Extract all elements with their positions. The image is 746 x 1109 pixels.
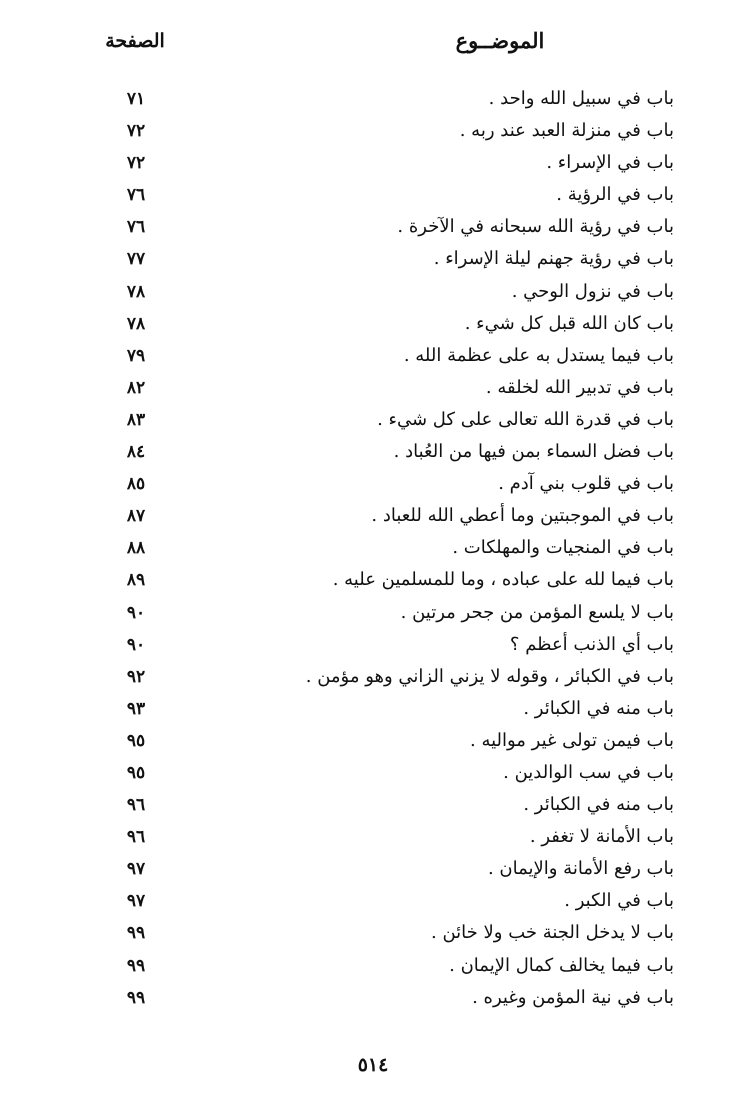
toc-entry-26 [0, 918, 746, 950]
toc-entry-page: ٨٢ [126, 377, 146, 398]
toc-entry-8 [0, 341, 746, 373]
toc-entry-title: باب فيمن تولى غير مواليه . [470, 729, 674, 751]
toc-entry-page: ٩٣ [126, 698, 146, 719]
toc-entry-6 [0, 277, 746, 309]
toc-entry-page: ٩٠ [126, 634, 146, 655]
toc-entry-14 [0, 533, 746, 565]
toc-entry-11 [0, 437, 746, 469]
toc-entry-title: باب أي الذنب أعظم ؟ [509, 633, 674, 655]
toc-entry-title: باب كان الله قبل كل شيء . [464, 312, 674, 334]
toc-entry-page: ٨٥ [126, 474, 146, 495]
toc-entry-21 [0, 758, 746, 790]
toc-entry-17 [0, 630, 746, 662]
toc-entry-title: باب فيما يستدل به على عظمة الله . [403, 344, 674, 366]
toc-entry-page: ٩٩ [126, 955, 146, 976]
toc-entry-page: ٩٥ [126, 730, 146, 751]
toc-entry-title: باب في نزول الوحي . [511, 280, 674, 302]
toc-entry-title: باب في سبيل الله واحد . [488, 88, 674, 109]
topic-column-heading: الموضــوع [455, 28, 545, 53]
toc-entry-1 [0, 116, 746, 148]
toc-entry-5 [0, 244, 746, 276]
toc-entry-15 [0, 565, 746, 597]
toc-entry-title: باب الأمانة لا تغفر . [529, 826, 674, 848]
toc-entry-page: ٩٠ [126, 602, 146, 623]
toc-entry-title: باب رفع الأمانة والإيمان . [487, 858, 674, 880]
toc-entry-9 [0, 373, 746, 405]
toc-entry-page: ٧٨ [126, 313, 146, 334]
toc-entry-page: ٧١ [126, 89, 146, 109]
toc-entry-2 [0, 148, 746, 180]
toc-entry-page: ٧٢ [126, 153, 146, 174]
toc-entry-title: باب لا يلسع المؤمن من جحر مرتين . [400, 601, 674, 623]
toc-entry-page: ٧٧ [126, 249, 146, 270]
toc-entry-20 [0, 726, 746, 758]
toc-entry-page: ٩٦ [126, 795, 146, 816]
toc-entry-3 [0, 180, 746, 212]
toc-entry-23 [0, 822, 746, 854]
toc-entry-page: ٩٧ [126, 859, 146, 880]
toc-entry-page: ٧٢ [126, 121, 146, 142]
toc-entry-page: ٧٨ [126, 281, 146, 302]
toc-entry-page: ٧٦ [126, 185, 146, 206]
toc-entry-page: ٨٨ [126, 538, 146, 559]
toc-entry-18 [0, 662, 746, 694]
toc-entry-13 [0, 501, 746, 533]
toc-entry-title: باب في الإسراء . [546, 152, 674, 174]
toc-entry-title: باب في تدبير الله لخلقه . [485, 376, 674, 398]
toc-entry-12 [0, 469, 746, 501]
toc-entry-title: باب في منزلة العبد عند ربه . [459, 120, 674, 142]
toc-entry-title: باب في رؤية جهنم ليلة الإسراء . [433, 248, 674, 270]
toc-entry-page: ٧٩ [126, 345, 146, 366]
toc-entry-page: ٩٧ [126, 891, 146, 912]
toc-entry-page: ٩٦ [126, 827, 146, 848]
toc-entry-16 [0, 598, 746, 630]
toc-entry-page: ٨٩ [126, 570, 146, 591]
toc-entry-title: باب منه في الكبائر . [523, 794, 674, 816]
toc-entry-title: باب في الكبر . [564, 890, 674, 912]
toc-entry-title: باب في قدرة الله تعالى على كل شيء . [377, 408, 674, 430]
toc-entry-page: ٩٥ [126, 762, 146, 783]
toc-entry-title: باب فيما يخالف كمال الإيمان . [449, 954, 674, 976]
toc-entry-page: ٩٩ [126, 987, 146, 1008]
toc-entry-25 [0, 886, 746, 918]
toc-entry-title: باب في رؤية الله سبحانه في الآخرة . [397, 216, 674, 238]
toc-entry-10 [0, 405, 746, 437]
toc-entry-title: باب في الموجبتين وما أعطي الله للعباد . [371, 505, 674, 527]
toc-entry-page: ٧٦ [126, 217, 146, 238]
toc-entry-title: باب في الرؤية . [556, 184, 674, 206]
toc-entry-title: باب في قلوب بني آدم . [498, 473, 674, 495]
toc-entry-27 [0, 951, 746, 983]
toc-entry-19 [0, 694, 746, 726]
toc-entry-title: باب فيما لله على عباده ، وما للمسلمين عليه . [332, 569, 674, 591]
page-column-heading: الصفحة [105, 30, 165, 52]
toc-entry-page: ٨٤ [126, 442, 146, 463]
toc-entry-title: باب في سب الوالدين . [503, 761, 674, 783]
toc-entry-title: باب في الكبائر ، وقوله لا يزني الزاني وهو مؤمن . [305, 665, 674, 687]
toc-entry-title: باب في المنجيات والمهلكات . [452, 537, 674, 559]
toc-entry-22 [0, 790, 746, 822]
toc-entry-28 [0, 983, 746, 1015]
toc-entry-page: ٩٩ [126, 923, 146, 944]
toc-entry-4 [0, 212, 746, 244]
table-of-contents [0, 84, 746, 1015]
toc-entry-7 [0, 309, 746, 341]
toc-entry-title: باب في نية المؤمن وغيره . [472, 986, 674, 1008]
toc-entry-24 [0, 854, 746, 886]
toc-entry-0 [0, 84, 746, 116]
toc-entry-page: ٩٢ [126, 666, 146, 687]
toc-entry-title: باب لا يدخل الجنة خب ولا خائن . [431, 922, 674, 944]
toc-entry-title: باب منه في الكبائر . [523, 697, 674, 719]
toc-entry-page: ٨٣ [126, 409, 146, 430]
toc-entry-page: ٨٧ [126, 506, 146, 527]
page-number: ٥١٤ [357, 1054, 389, 1076]
toc-entry-title: باب فضل السماء بمن فيها من العُباد . [393, 441, 674, 463]
